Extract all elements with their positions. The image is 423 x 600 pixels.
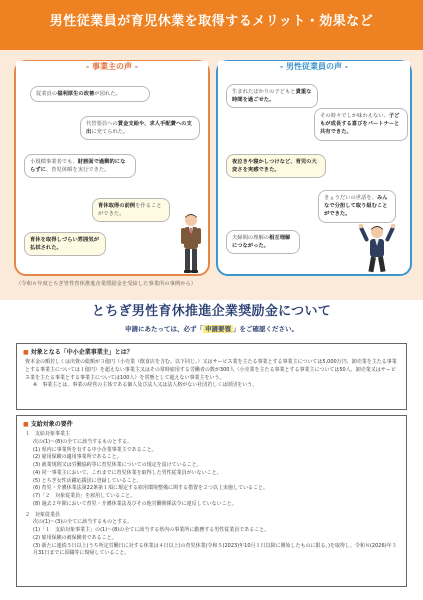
employer-requirement: (6) 育児・介護休業法第22条第１項に規定する雇用環境整備に関する措置を２つ以上実施していること。 (33, 485, 269, 492)
employer-bubble-1: 従業員の福利厚生の改善が図れた。 (30, 86, 150, 102)
sme-definition-note: ※ 事業主とは、事業の経営の主体である個人及び法人又は法人格がない社団若しくは財団をいう。 (33, 382, 258, 389)
employee-bubble-3: 夜泣きや寝かしつけなど、育児の大変さを実感できた。 (226, 154, 326, 178)
employer-voices-panel (14, 60, 210, 276)
employee-voices-title: - 男性従業員の声 - (218, 61, 410, 72)
employer-requirement: (5) とちぎ女性活躍応援団に登録していること。 (33, 477, 142, 484)
employer-requirement: (1) 県内に事業所を有する中小企業事業主であること。 (33, 446, 157, 453)
sme-definition-body (17, 358, 406, 394)
employee-voices-panel (216, 60, 412, 276)
sme-definition-text: 資本金の額若しくは出資の総額が３億円（小売業（飲食店を含む。以下同じ。）又はサービス業を主たる事業とする事業主については5,000万円、卸売業を主たる事業とする事業主については１億円）を超えない事業主又はその常時雇用する労働者の数が300人（小売業を主たる事業とする事業主については50人、卸売業又はサービス業を主たる事業とする事業主については100人）を常態として超えない事業主をいう。 (25, 359, 397, 381)
section-employee-lead: 次の(1)～(3)の全てに該当するものとする。 (33, 519, 133, 526)
employer-requirement: (7)「２ 対象従業員」を雇用していること。 (33, 493, 136, 499)
employee-requirement: (3) 新たに連続５日以上(うち所定労働日に対する休業は４日以上)の育児休業(令和５(2023)年10月１日以降に開始したものに限る。)を取得し、令和８(2026)年３月31日までに原職等に復帰していること。 (33, 542, 397, 557)
requirements-heading: ■ 支給対象の要件 (23, 421, 73, 428)
employee-bubble-4: きょうだいの世話を、みんなで分担して取り組むことができた。 (318, 190, 396, 223)
businessman-illustration (176, 212, 206, 276)
employer-requirement: (3) 就業規則又は労働協約等に育児休業についての規定を設けていること。 (33, 462, 202, 468)
employee-bubble-1: 生まれたばかりの子どもと貴重な時間を過ごせた。 (226, 84, 318, 108)
header-banner (0, 0, 423, 50)
employee-requirement: (2) 雇用保険の被保険者であること。 (33, 534, 117, 541)
employer-bubble-4: 育休取得の前例を作ることができた。 (92, 198, 170, 222)
employer-bubble-2: 代替要員への賃金支給や、求人手配費への支出に充てられた。 (80, 116, 200, 140)
cheering-employee-illustration (358, 222, 396, 276)
eligibility-requirements-box (16, 415, 407, 587)
case-source-note: （令和６年度とちぎ男性育休推進企業奨励金を受給した事業所の事例から） (16, 281, 197, 287)
employer-requirement: (2) 雇用保険の適用事業所であること。 (33, 454, 122, 461)
employer-requirement: (4) 同一事業主において、これまでに育児休業を取得した男性従業員がいないこと。 (33, 469, 222, 476)
employer-bubble-3: 小規模事業者でも、財務面で過剰的にならずに、育児休暇を実行できた。 (24, 154, 136, 178)
employer-voices-title: - 事業主の声 - (16, 61, 208, 72)
guideline-highlight: 申請要領 (205, 325, 231, 333)
sme-definition-box (16, 343, 407, 410)
employer-bubble-5: 育休を取得しづらい雰囲気が払拭された。 (24, 232, 106, 256)
employee-bubble-2: その時々でしか味わえない、子どもが成長する喜びをパートナーと共有できた。 (314, 108, 408, 141)
section-employer-title: １ 支給対象事業主 (25, 431, 71, 437)
employee-requirement: (1)「１ 支給対象事業主」の(1)～(8)の全てに該当する県内の事業所に勤務する男性従業員であること。 (33, 527, 270, 533)
sme-definition-heading: ■ 対象となる「中小企業事業主」とは？ (23, 349, 133, 356)
application-notice: 申請にあたっては、必ず「 申請要領 」をご確認ください。 (125, 325, 298, 333)
page-title: 男性従業員が育児休業を取得するメリット・効果など (49, 14, 374, 29)
employer-requirement: (8) 過去２年間において育児・介護休業法及びその他労働関係法令に違反していないこと。 (33, 500, 237, 507)
employee-bubble-5: 夫婦間の理解の相互理解につながった。 (226, 230, 300, 254)
section-employee-title: ２ 対象従業員 (25, 511, 61, 518)
requirements-body (17, 430, 406, 562)
section-employer-lead: 次の(1)～(8)の全てに該当するものとする。 (33, 438, 133, 445)
subsidy-title: とちぎ男性育休推進企業奨励金について (91, 304, 332, 319)
